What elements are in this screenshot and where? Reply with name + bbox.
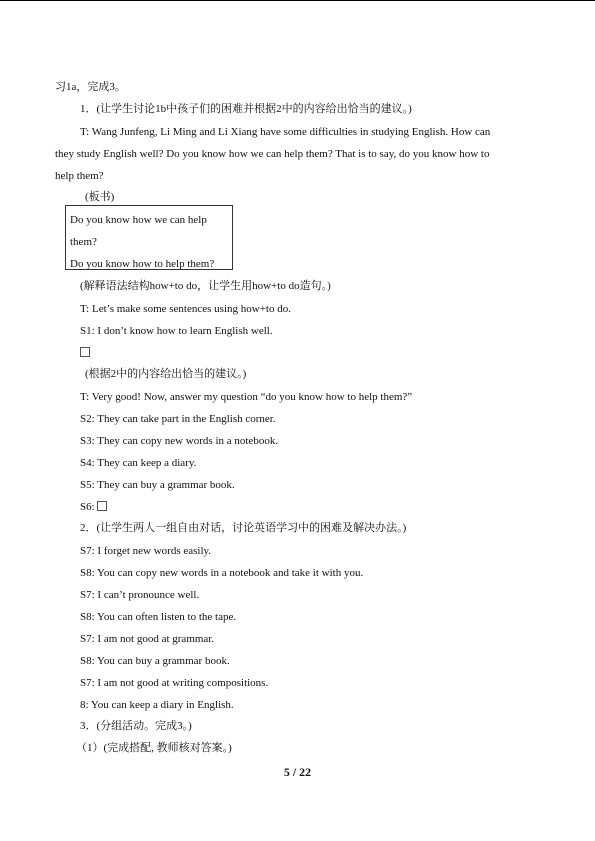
blank-box	[97, 501, 107, 511]
text-line: T: Let’s make some sentences using how+to do.	[80, 303, 291, 315]
text-line: 1．(让学生讨论1b中孩子们的困难并根据2中的内容给出恰当的建议。)	[80, 103, 412, 115]
text-line: (解释语法结构how+to do，让学生用how+to do造句。)	[80, 280, 331, 292]
text-line: help them?	[55, 170, 104, 182]
text-line: T: Wang Junfeng, Li Ming and Li Xiang have some difficulties in studying English. How can	[80, 126, 491, 138]
text-line: S7: I am not good at writing compositions.	[80, 677, 269, 689]
text-line: 2．(让学生两人一组自由对话，讨论英语学习中的困难及解决办法。)	[80, 522, 407, 534]
text-line: T: Very good! Now, answer my question “do you know how to help them?”	[80, 391, 413, 403]
text-line: S5: They can buy a grammar book.	[80, 479, 235, 491]
board-line: them?	[70, 236, 97, 248]
header-rule	[0, 0, 595, 1]
blackboard-box	[65, 205, 233, 270]
text-line: S2: They can take part in the English corner.	[80, 413, 276, 425]
text-line: S6:	[80, 500, 107, 514]
text-line: （1）(完成搭配, 教师核对答案。)	[76, 742, 232, 754]
text-line: 8: You can keep a diary in English.	[80, 699, 234, 711]
text-line: S1: I don’t know how to learn English well.	[80, 325, 273, 337]
board-line: Do you know how to help them?	[70, 258, 215, 270]
text-line: S3: They can copy new words in a notebook.	[80, 435, 279, 447]
text-line: S8: You can buy a grammar book.	[80, 655, 230, 667]
text-line: they study English well? Do you know how we can help them? That is to say, do you know how to	[55, 148, 490, 160]
page-number: 5 / 22	[283, 765, 312, 779]
board-line: Do you know how we can help	[70, 214, 207, 226]
blank-placeholder	[80, 346, 90, 360]
text-line: (根据2中的内容给出恰当的建议。)	[85, 368, 247, 380]
text-line: S7: I forget new words easily.	[80, 545, 212, 557]
text-line: S8: You can copy new words in a notebook and take it with you.	[80, 567, 364, 579]
text-line: S7: I am not good at grammar.	[80, 633, 215, 645]
text-line: S8: You can often listen to the tape.	[80, 611, 237, 623]
text-line: 3．(分组活动。完成3。)	[80, 720, 192, 732]
text-line: S4: They can keep a diary.	[80, 457, 197, 469]
text-line: (板书)	[85, 191, 115, 203]
text-line: 习1a，完成3。	[55, 81, 126, 93]
text-line: S7: I can’t pronounce well.	[80, 589, 200, 601]
